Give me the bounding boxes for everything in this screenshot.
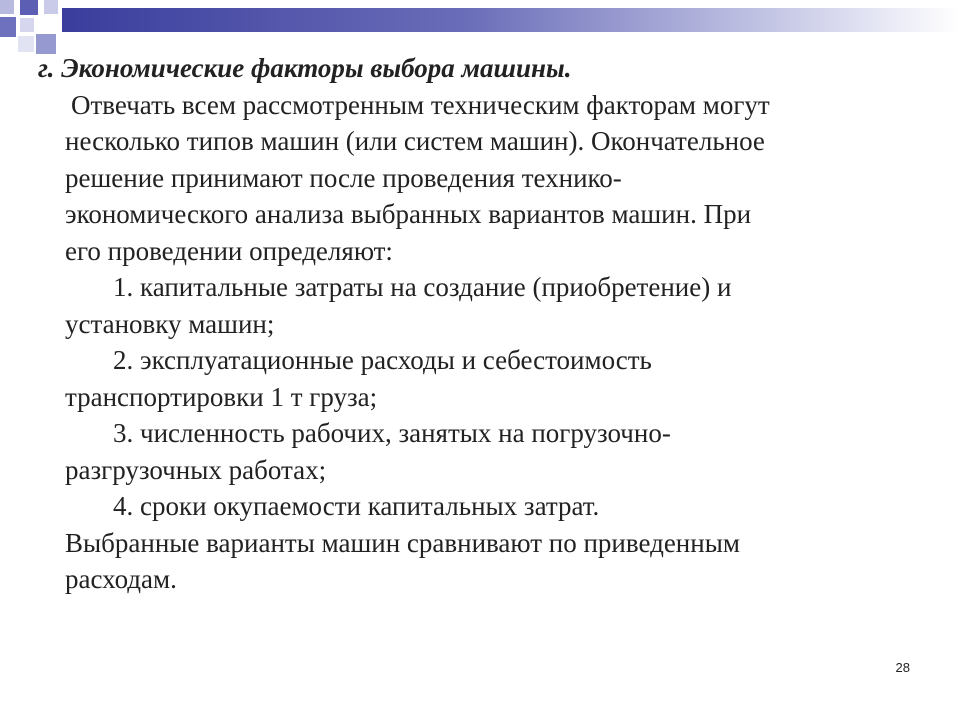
page-number: 28 xyxy=(895,660,910,675)
intro-line: экономического анализа выбранных вариантов машин. При xyxy=(65,199,752,229)
intro-line: его проведении определяют: xyxy=(65,235,393,266)
decorative-square xyxy=(20,0,38,15)
intro-paragraph xyxy=(38,87,918,270)
intro-line: решение принимают после проведения технико- xyxy=(65,162,622,193)
intro-line: несколько типов машин (или систем машин). Окончательное xyxy=(65,126,765,156)
list-item xyxy=(38,269,918,342)
list-item xyxy=(38,415,918,488)
decorative-square xyxy=(0,17,16,37)
list-item xyxy=(38,342,918,415)
list-item-line: 4. сроки окупаемости капитальных затрат. xyxy=(113,491,600,521)
title-gradient-bar xyxy=(62,8,960,32)
list-item xyxy=(38,488,918,525)
decorative-square xyxy=(20,18,34,32)
list-item-line: 1. капитальные затраты на создание (приобретение) и xyxy=(113,272,732,302)
list-item-line: 3. численность рабочих, занятых на погрузочно- xyxy=(113,418,671,448)
intro-line: Отвечать всем рассмотренным техническим факторам могут xyxy=(71,89,770,120)
list-item-line: 2. эксплуатационные расходы и себестоимость xyxy=(113,345,652,375)
closing-paragraph xyxy=(38,525,918,598)
closing-line: Выбранные варианты машин сравнивают по приведенным xyxy=(65,527,740,558)
decorative-square xyxy=(44,0,58,14)
slide-heading: г. Экономические факторы выбора машины. xyxy=(38,53,572,83)
decorative-square xyxy=(0,0,14,14)
list-item-line: разгрузочных работах; xyxy=(65,454,327,485)
slide-body xyxy=(38,50,918,598)
closing-line: расходам. xyxy=(65,564,177,594)
list-item-line: транспортировки 1 т груза; xyxy=(65,381,378,412)
decorative-square xyxy=(18,36,34,52)
list-item-line: установку машин; xyxy=(65,308,275,339)
